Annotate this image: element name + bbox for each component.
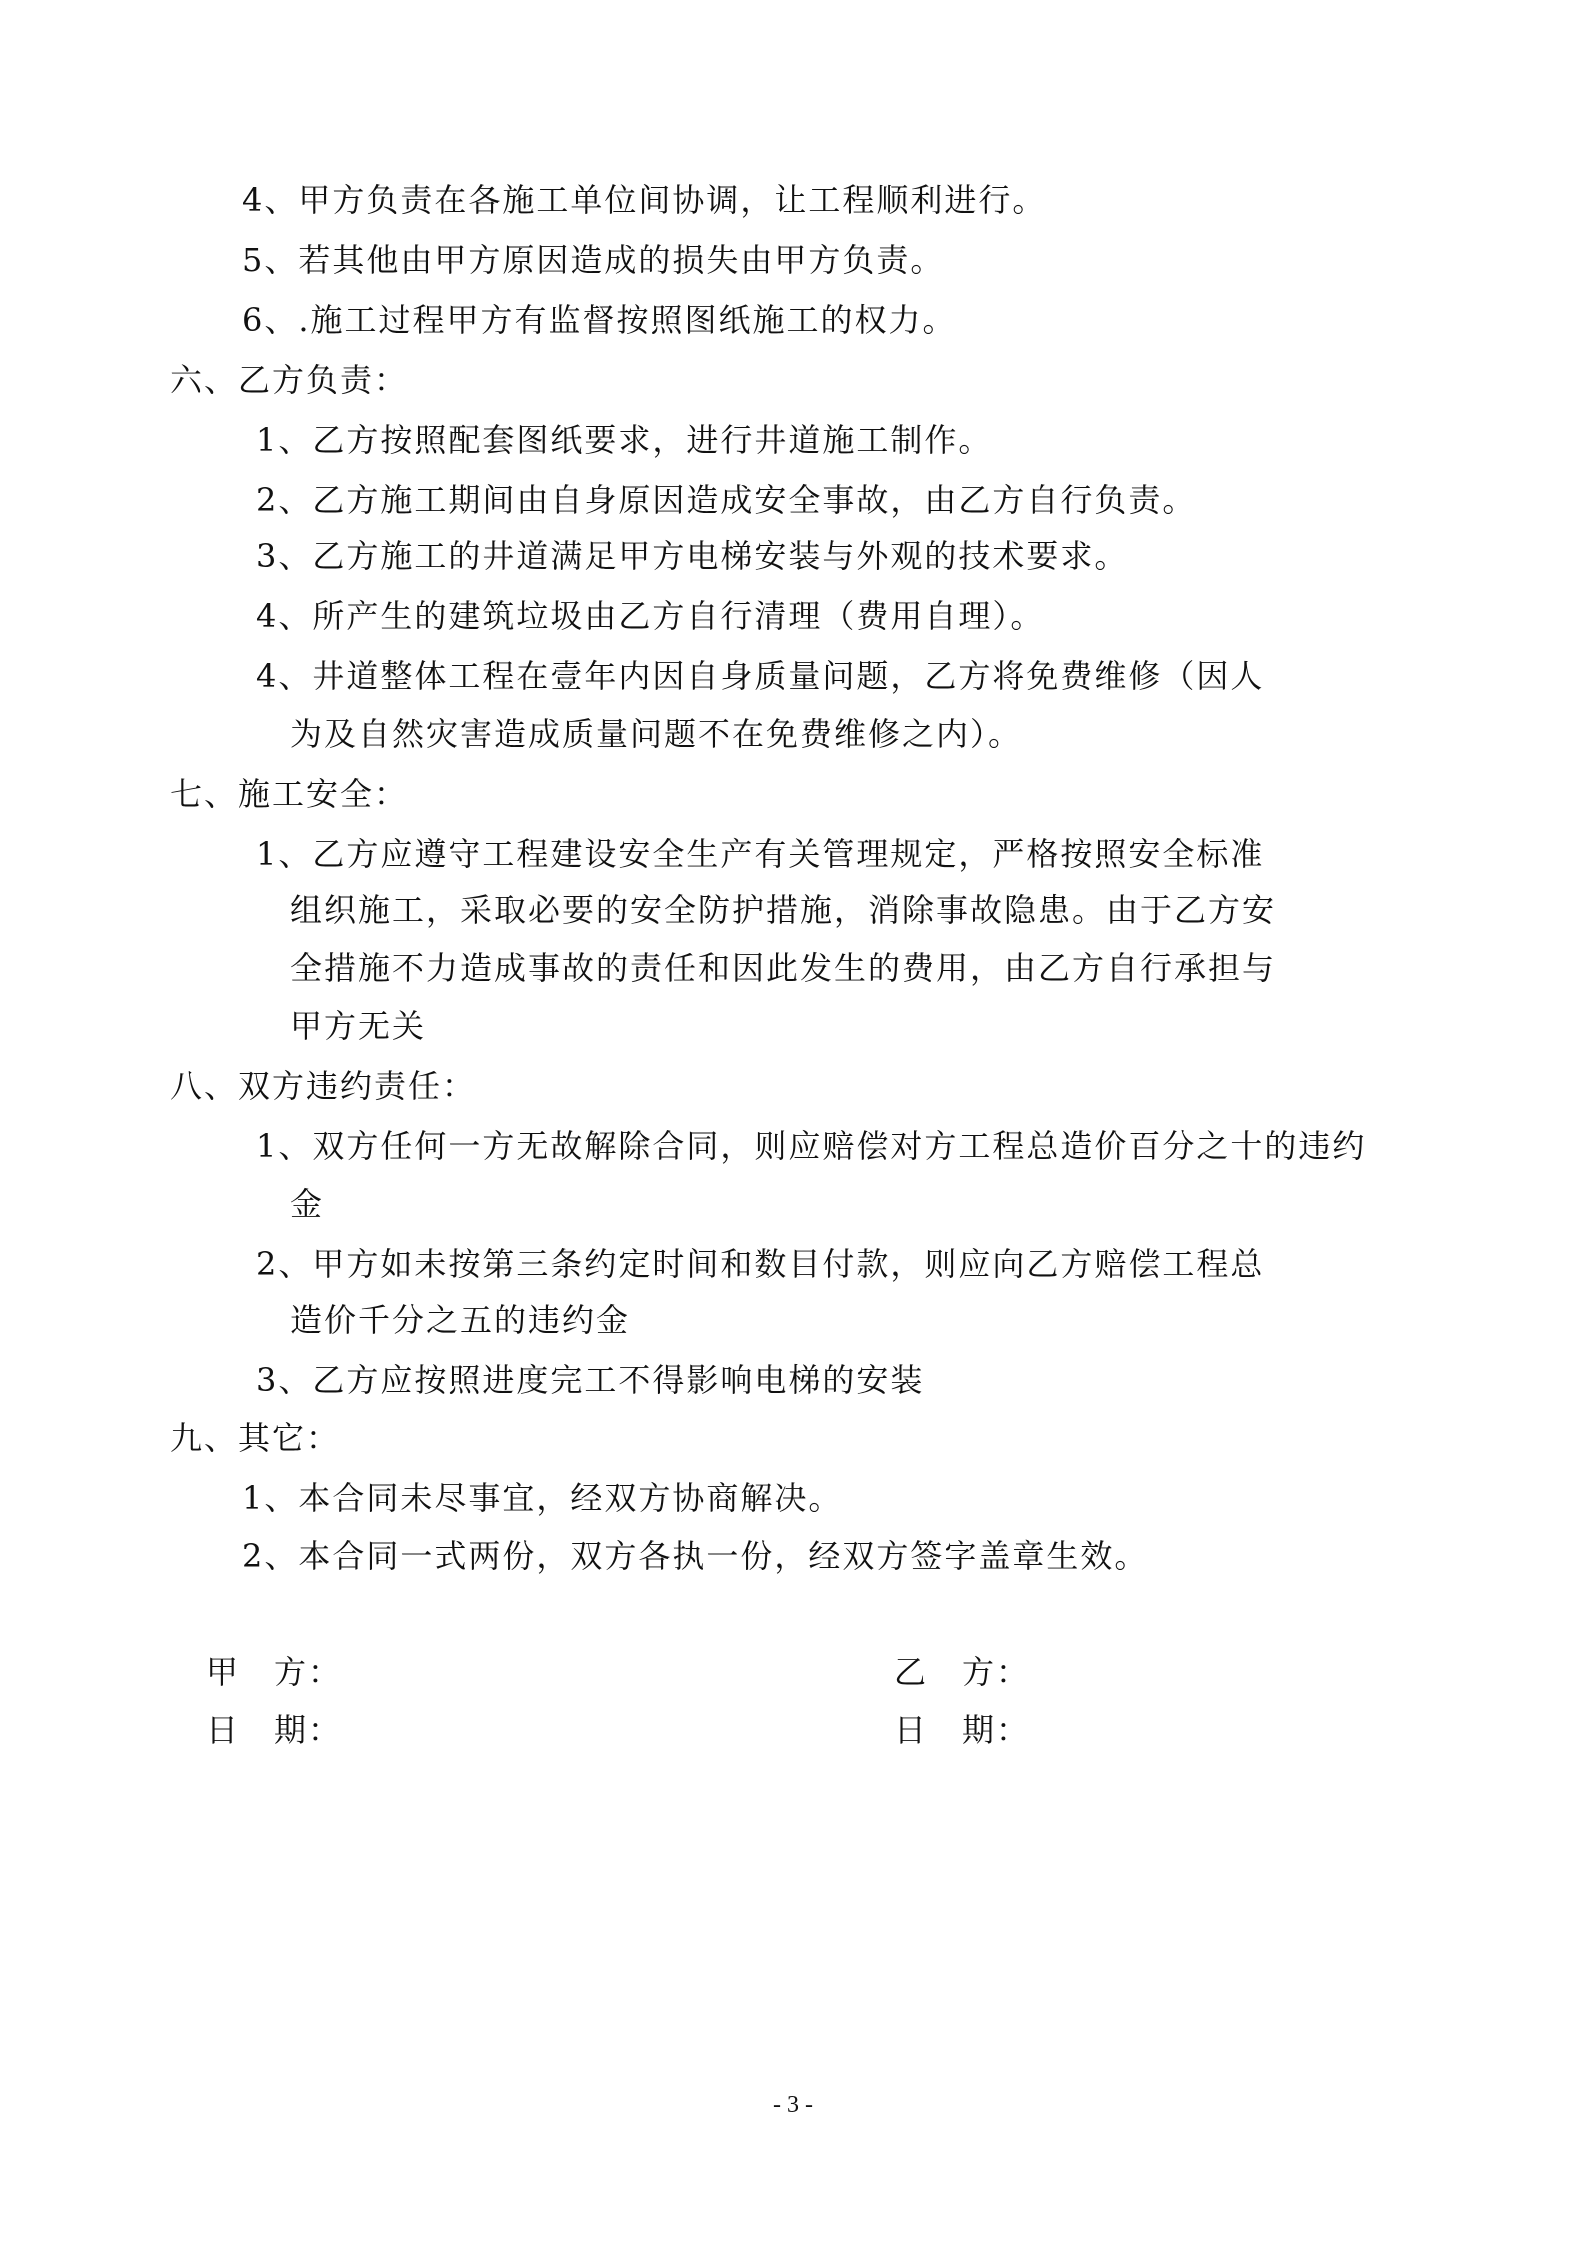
party-a-signature-label (206, 1652, 342, 1692)
party-a-label: 甲 方： (206, 1653, 343, 1691)
clause-8-2-line2: 造价千分之五的违约金 (290, 1301, 631, 1339)
clause-8-2-line1: 2、甲方如未按第三条约定时间和数目付款，则应向乙方赔偿工程总 (256, 1245, 1265, 1283)
clause-5-5: 5、若其他由甲方原因造成的损失由甲方负责。 (242, 241, 945, 279)
clause-6-2: 2、乙方施工期间由自身原因造成安全事故，由乙方自行负责。 (256, 481, 1197, 519)
clause-6-1: 1、乙方按照配套图纸要求，进行井道施工制作。 (256, 421, 993, 459)
section-9-heading: 九、其它： (170, 1419, 341, 1457)
clause-7-1-line2: 组织施工，采取必要的安全防护措施，消除事故隐患。由于乙方安 (290, 891, 1277, 929)
section-8-heading: 八、双方违约责任： (170, 1067, 477, 1105)
clause-6-5-line2: 为及自然灾害造成质量问题不在免费维修之内）。 (290, 715, 1023, 753)
clause-7-1-line4: 甲方无关 (290, 1007, 427, 1045)
party-a-date-label (206, 1710, 342, 1750)
party-b-date: 日 期： (894, 1711, 1031, 1749)
party-b-label: 乙 方： (894, 1653, 1031, 1691)
clause-7-1-line1: 1、乙方应遵守工程建设安全生产有关管理规定，严格按照安全标准 (256, 835, 1265, 873)
party-b-signature-label (894, 1652, 1030, 1692)
clause-9-1: 1、本合同未尽事宜，经双方协商解决。 (242, 1479, 843, 1517)
party-a-date: 日 期： (206, 1711, 343, 1749)
clause-7-1-line3: 全措施不力造成事故的责任和因此发生的费用，由乙方自行承担与 (290, 949, 1277, 987)
clause-6-4: 4、所产生的建筑垃圾由乙方自行清理（费用自理）。 (256, 597, 1045, 635)
clause-8-3: 3、乙方应按照进度完工不得影响电梯的安装 (256, 1361, 925, 1399)
clause-5-6: 6、.施工过程甲方有监督按照图纸施工的权力。 (242, 301, 957, 339)
clause-6-3: 3、乙方施工的井道满足甲方电梯安装与外观的技术要求。 (256, 537, 1129, 575)
clause-8-1-line1: 1、双方任何一方无故解除合同，则应赔偿对方工程总造价百分之十的违约 (256, 1127, 1367, 1165)
clause-9-2: 2、本合同一式两份，双方各执一份，经双方签字盖章生效。 (242, 1537, 1149, 1575)
clause-5-4: 4、甲方负责在各施工单位间协调，让工程顺利进行。 (242, 181, 1047, 219)
section-6-heading: 六、乙方负责： (170, 361, 409, 399)
clause-6-5-line1: 4、井道整体工程在壹年内因自身质量问题，乙方将免费维修（因人 (256, 657, 1265, 695)
section-7-heading: 七、施工安全： (170, 775, 409, 813)
party-b-date-label (894, 1710, 1030, 1750)
page-number: - 3 - (773, 2092, 813, 2118)
clause-8-1-line2: 金 (290, 1185, 325, 1223)
